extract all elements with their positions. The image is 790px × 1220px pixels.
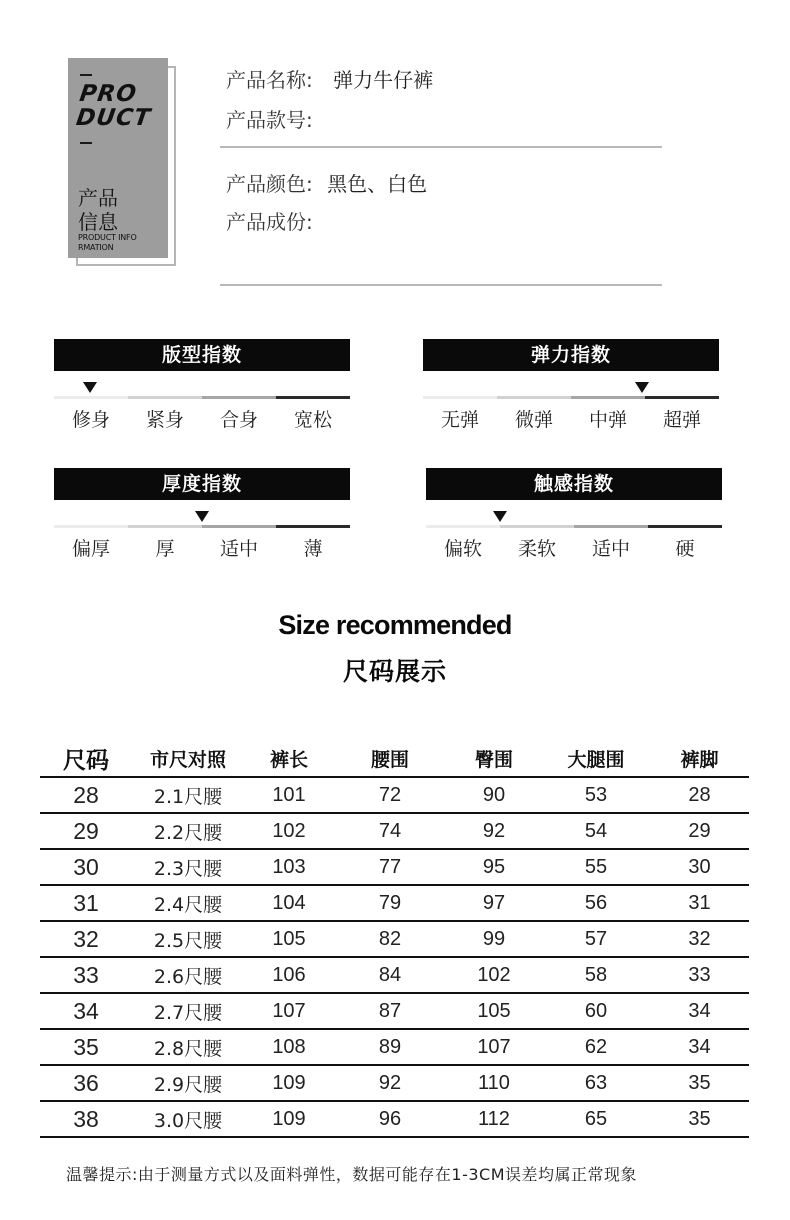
elasticity-scale-bar: [423, 396, 719, 399]
table-cell: 2.8尺腰: [132, 1029, 244, 1065]
table-cell: 109: [244, 1101, 334, 1137]
thickness-index: [54, 468, 350, 560]
table-cell: 102: [244, 813, 334, 849]
product-name-value: 弹力牛仔裤: [333, 68, 434, 92]
thickness-scale-bar: [54, 525, 350, 528]
table-cell: 77: [334, 849, 446, 885]
table-cell: 65: [542, 1101, 650, 1137]
table-cell: 30: [40, 849, 132, 885]
table-cell: 33: [650, 957, 749, 993]
table-cell: 2.2尺腰: [132, 813, 244, 849]
table-cell: 34: [650, 993, 749, 1029]
table-cell: 63: [542, 1065, 650, 1101]
table-cell: 84: [334, 957, 446, 993]
header-length: 裤长: [244, 740, 334, 777]
thickness-option: 厚: [155, 538, 175, 560]
table-cell: 109: [244, 1065, 334, 1101]
table-cell: 32: [40, 921, 132, 957]
fit-option: 修身: [71, 409, 110, 431]
feel-index-title: 触感指数: [426, 468, 722, 500]
table-cell: 32: [650, 921, 749, 957]
thickness-pointer-icon: [195, 511, 209, 522]
elasticity-option: 中弹: [588, 409, 627, 431]
table-cell: 29: [650, 813, 749, 849]
table-cell: 54: [542, 813, 650, 849]
product-model-label: 产品款号:: [226, 108, 313, 132]
fit-option: 合身: [219, 409, 258, 431]
product-color-label: 产品颜色:: [226, 172, 313, 196]
table-cell: 74: [334, 813, 446, 849]
feel-pointer-icon: [493, 511, 507, 522]
table-cell: 107: [244, 993, 334, 1029]
feel-option: 偏软: [443, 538, 482, 560]
size-title-cn: 尺码展示: [342, 657, 447, 686]
table-cell: 108: [244, 1029, 334, 1065]
table-cell: 60: [542, 993, 650, 1029]
product-name-label: 产品名称:: [226, 68, 313, 92]
table-cell: 2.4尺腰: [132, 885, 244, 921]
thickness-option: 薄: [303, 538, 323, 560]
table-cell: 87: [334, 993, 446, 1029]
table-cell: 30: [650, 849, 749, 885]
tag-en-line-2: RMATION: [78, 243, 114, 252]
size-table-header: [40, 740, 749, 777]
table-cell: 102: [446, 957, 542, 993]
table-cell: 35: [650, 1101, 749, 1137]
divider: [220, 146, 662, 148]
table-cell: 35: [650, 1065, 749, 1101]
table-cell: 35: [40, 1029, 132, 1065]
product-material-row: [226, 206, 313, 235]
feel-index: [426, 468, 722, 560]
table-cell: 57: [542, 921, 650, 957]
feel-option: 硬: [675, 538, 695, 560]
table-cell: 106: [244, 957, 334, 993]
tag-cn-line-1: 产品: [78, 186, 118, 210]
table-row: [40, 921, 749, 957]
table-cell: 89: [334, 1029, 446, 1065]
table-cell: 105: [244, 921, 334, 957]
table-cell: 92: [446, 813, 542, 849]
table-row: [40, 1065, 749, 1101]
table-cell: 53: [542, 777, 650, 813]
table-cell: 97: [446, 885, 542, 921]
table-cell: 95: [446, 849, 542, 885]
table-cell: 2.1尺腰: [132, 777, 244, 813]
table-cell: 104: [244, 885, 334, 921]
table-cell: 110: [446, 1065, 542, 1101]
table-row: [40, 813, 749, 849]
product-name-row: [226, 64, 433, 93]
table-cell: 36: [40, 1065, 132, 1101]
table-cell: 31: [650, 885, 749, 921]
table-cell: 29: [40, 813, 132, 849]
table-cell: 2.5尺腰: [132, 921, 244, 957]
product-color-row: [226, 168, 427, 197]
tag-cn-line-2: 信息: [78, 210, 118, 234]
divider: [220, 284, 662, 286]
tag-dash-top: [80, 74, 92, 76]
thickness-option: 偏厚: [71, 538, 110, 560]
tag-dash-bottom: [80, 142, 92, 144]
table-cell: 2.3尺腰: [132, 849, 244, 885]
elasticity-scale-labels: [423, 405, 719, 432]
table-cell: 2.7尺腰: [132, 993, 244, 1029]
fit-option: 紧身: [145, 409, 184, 431]
size-title-en: Size recommended: [278, 610, 512, 640]
table-cell: 56: [542, 885, 650, 921]
header-waist-chi: 市尺对照: [132, 740, 244, 777]
table-cell: 28: [650, 777, 749, 813]
fit-pointer-icon: [83, 382, 97, 393]
measurement-note: 温馨提示:由于测量方式以及面料弹性，数据可能存在1-3CM误差均属正常现象: [66, 1165, 638, 1184]
table-cell: 103: [244, 849, 334, 885]
feel-scale-bar: [426, 525, 722, 528]
table-cell: 99: [446, 921, 542, 957]
elasticity-index: [423, 339, 719, 431]
header-hip: 臀围: [446, 740, 542, 777]
thickness-scale-labels: [54, 534, 350, 561]
table-cell: 34: [650, 1029, 749, 1065]
table-row: [40, 957, 749, 993]
product-material-label: 产品成份:: [226, 210, 313, 234]
table-cell: 2.9尺腰: [132, 1065, 244, 1101]
feel-option: 适中: [591, 538, 630, 560]
table-cell: 3.0尺腰: [132, 1101, 244, 1137]
tag-en-line-1: PRODUCT INFO: [78, 233, 137, 242]
table-cell: 34: [40, 993, 132, 1029]
elasticity-pointer-icon: [635, 382, 649, 393]
elasticity-option: 无弹: [440, 409, 479, 431]
elasticity-option: 超弹: [662, 409, 701, 431]
tag-card: [68, 58, 168, 258]
fit-scale-labels: [54, 405, 350, 432]
table-row: [40, 993, 749, 1029]
table-cell: 112: [446, 1101, 542, 1137]
product-logo-text: [75, 82, 166, 130]
table-row: [40, 777, 749, 813]
table-cell: 82: [334, 921, 446, 957]
elasticity-index-title: 弹力指数: [423, 339, 719, 371]
elasticity-option: 微弹: [514, 409, 553, 431]
product-model-row: [226, 104, 313, 133]
tag-en-subtitle: [78, 233, 164, 253]
header-hem: 裤脚: [650, 740, 749, 777]
table-cell: 2.6尺腰: [132, 957, 244, 993]
table-cell: 38: [40, 1101, 132, 1137]
table-cell: 92: [334, 1065, 446, 1101]
logo-line-2: DUCT: [74, 105, 153, 131]
table-cell: 107: [446, 1029, 542, 1065]
table-cell: 101: [244, 777, 334, 813]
feel-option: 柔软: [517, 538, 556, 560]
table-cell: 31: [40, 885, 132, 921]
product-color-value: 黑色、白色: [327, 172, 428, 196]
table-row: [40, 885, 749, 921]
fit-option: 宽松: [293, 409, 332, 431]
table-row: [40, 849, 749, 885]
table-cell: 105: [446, 993, 542, 1029]
fit-scale-bar: [54, 396, 350, 399]
header-size: 尺码: [40, 740, 132, 777]
table-cell: 72: [334, 777, 446, 813]
tag-cn-title: [78, 186, 158, 234]
header-thigh: 大腿围: [542, 740, 650, 777]
thickness-index-title: 厚度指数: [54, 468, 350, 500]
table-cell: 28: [40, 777, 132, 813]
table-cell: 55: [542, 849, 650, 885]
header-waist: 腰围: [334, 740, 446, 777]
feel-scale-labels: [426, 534, 722, 561]
logo-line-1: PRO: [77, 81, 139, 107]
table-cell: 90: [446, 777, 542, 813]
thickness-option: 适中: [219, 538, 258, 560]
table-cell: 33: [40, 957, 132, 993]
table-row: [40, 1101, 749, 1137]
fit-index-title: 版型指数: [54, 339, 350, 371]
product-tag: [62, 52, 182, 282]
table-cell: 58: [542, 957, 650, 993]
table-cell: 62: [542, 1029, 650, 1065]
fit-index: [54, 339, 350, 431]
size-table: [40, 740, 749, 1138]
table-cell: 96: [334, 1101, 446, 1137]
table-cell: 79: [334, 885, 446, 921]
table-row: [40, 1029, 749, 1065]
